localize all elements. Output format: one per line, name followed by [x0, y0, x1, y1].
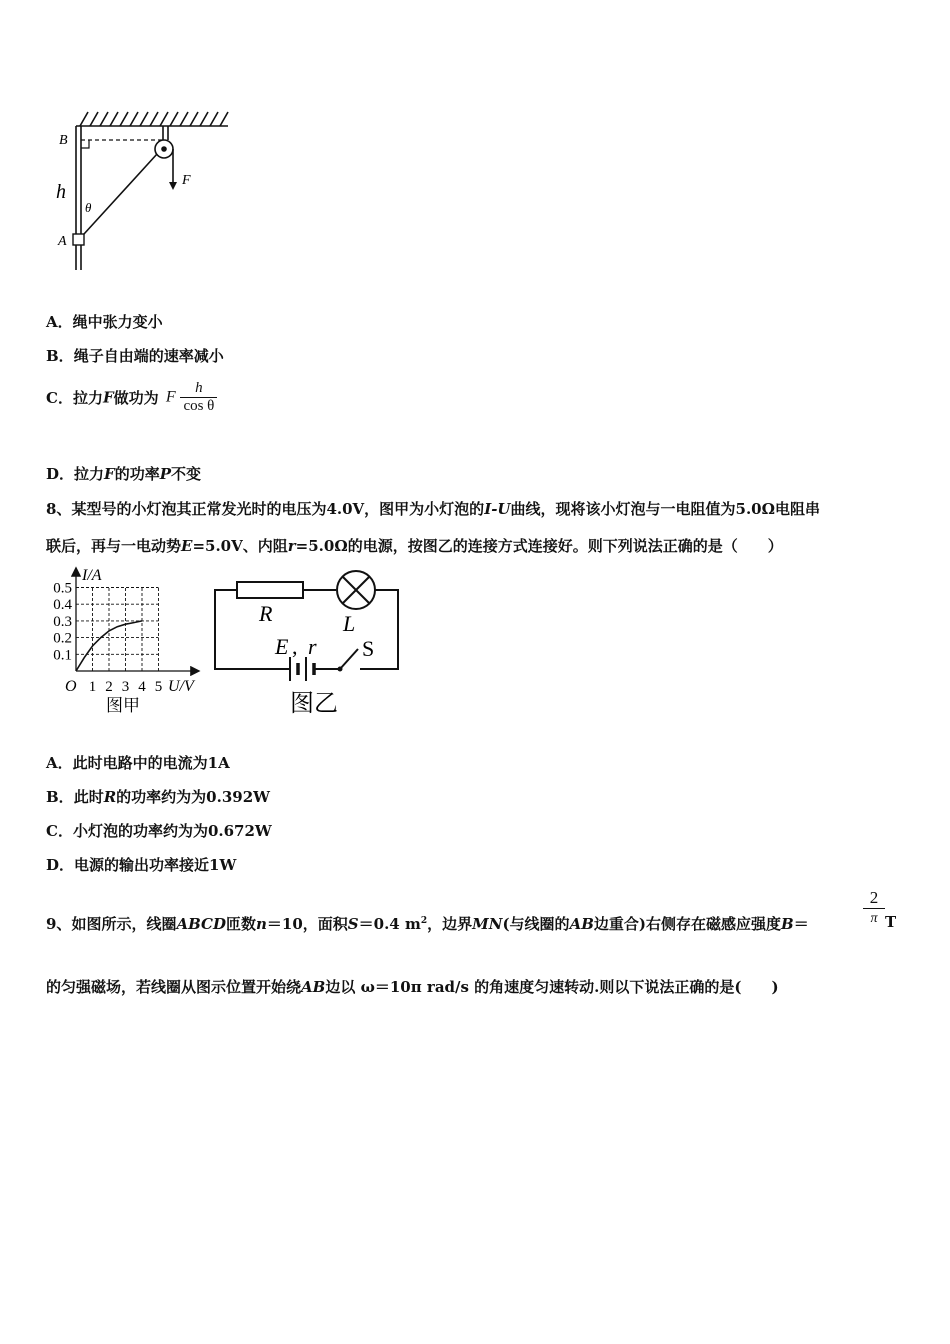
x-tick-label: 1: [88, 679, 97, 695]
q7-option-a: A．绳中张力变小: [46, 313, 163, 331]
q8-stem-line2: 联后，再与一电动势E=5.0V、内阻r=5.0Ω的电源，按图乙的连接方式连接好。则下列说法正确的是（ ）: [46, 537, 783, 555]
work-formula: F $\frac{h}{\text{cos θ}}$: [166, 380, 218, 415]
q9-stem-line1: 9、如图所示，线圈ABCD匝数n＝10，面积S＝0.4 $m^2$，边界MN(与线圈的AB边重合)右侧存在磁感应强度B＝: [46, 915, 809, 933]
q8-stem-line1: 8、某型号的小灯泡其正常发光时的电压为4.0V，图甲为小灯泡的I-U曲线，现将该小灯泡与一电阻值为5.0Ω电阻串: [46, 500, 820, 518]
pulley-figure: [50, 106, 240, 278]
origin-label: O: [65, 678, 77, 695]
q8-option-c: C．小灯泡的功率约为为0.672W: [46, 822, 272, 840]
fraction-denominator: π: [870, 911, 878, 926]
x-tick-label: 5: [154, 679, 163, 695]
q7-option-b: B．绳子自由端的速率减小: [46, 347, 224, 365]
x-tick-label: 3: [121, 679, 130, 695]
field-fraction: [863, 888, 885, 929]
x-axis-label: U/V: [168, 678, 194, 695]
y-tick-label: 0.1: [53, 647, 72, 664]
figure-jia-caption: 图甲: [106, 696, 140, 715]
label-R: R: [259, 601, 273, 626]
label-F: F: [182, 173, 191, 188]
q8-option-b: B．此时R的功率约为为0.392W: [46, 788, 270, 806]
circuit-diagram: [210, 565, 410, 717]
y-tick-label: 0.2: [53, 630, 72, 647]
label-E: E: [275, 634, 289, 659]
q7-option-d: D．拉力F的功率P不变: [46, 465, 201, 483]
x-tick-label: 4: [138, 679, 146, 695]
label-L: L: [343, 611, 356, 636]
q9-stem-line2: 的匀强磁场，若线圈从图示位置开始绕AB边以 ω＝10π rad/s 的角速度匀速转动.则以下说法正确的是( ): [46, 978, 779, 996]
question-number: 9、: [46, 915, 72, 933]
label-B: B: [59, 133, 68, 148]
label-S: S: [362, 636, 375, 661]
y-tick-label: 0.3: [53, 613, 72, 630]
y-axis-label: I/A: [82, 567, 102, 584]
y-tick-label: 0.5: [53, 580, 72, 597]
label-h: h: [56, 181, 66, 203]
label-comma: ,: [292, 634, 298, 659]
x-tick-label: 2: [105, 679, 113, 695]
q8-option-a: A．此时电路中的电流为1A: [46, 754, 230, 772]
label-theta: θ: [85, 200, 92, 215]
fraction-numerator: 2: [863, 888, 885, 909]
y-tick-label: 0.4: [53, 597, 72, 614]
label-r: r: [308, 634, 317, 659]
iu-graph: [48, 565, 208, 717]
figure-yi-caption: 图乙: [290, 691, 338, 717]
question-number: 8、: [46, 500, 72, 518]
label-A: A: [58, 234, 67, 249]
q7-option-c: C．拉力F做功为 F $\frac{h}{\text{cos θ}}$: [46, 380, 217, 415]
field-unit: T: [885, 913, 897, 931]
q8-option-d: D．电源的输出功率接近1W: [46, 856, 237, 874]
